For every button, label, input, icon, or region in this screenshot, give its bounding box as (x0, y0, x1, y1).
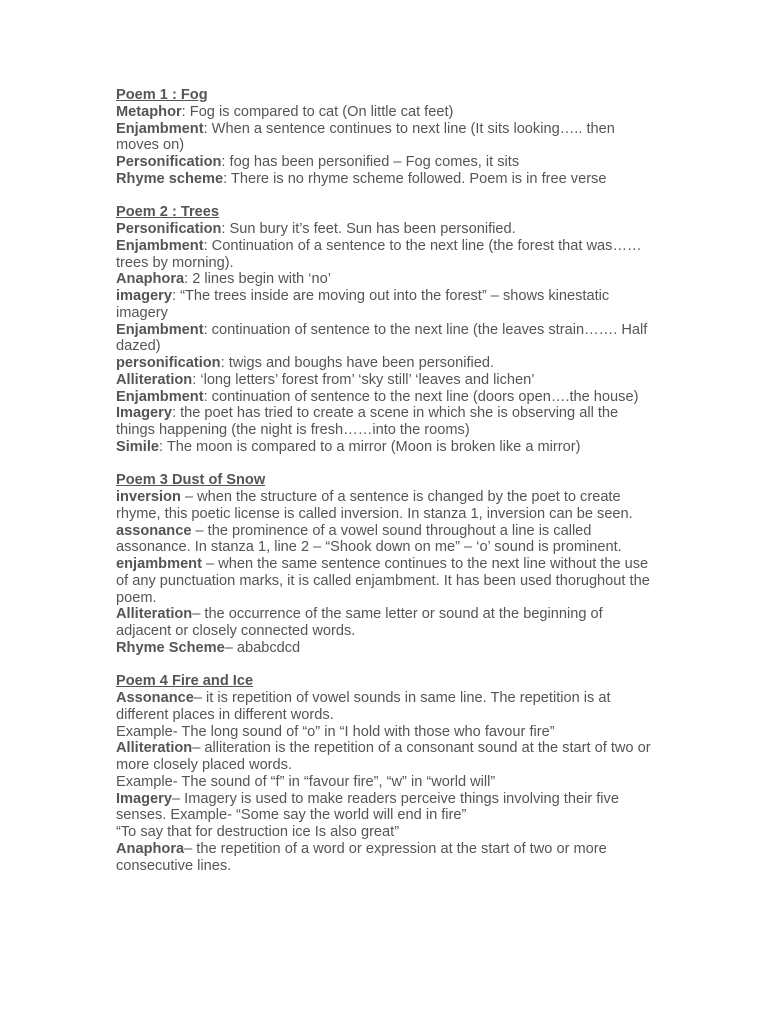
device-term: Alliteration (116, 371, 193, 388)
device-term: imagery (116, 288, 172, 304)
device-term: inversion (116, 489, 181, 505)
device-term: Alliteration (116, 606, 193, 623)
device-term: Personification (116, 154, 222, 170)
device-description: : ‘long letters’ forest from’ ‘sky still’ ‘leaves and lichen’ (192, 371, 535, 388)
device-entry (116, 271, 656, 288)
device-description: : Fog is compared to cat (On little cat feet) (181, 103, 454, 120)
device-term: Imagery (116, 790, 172, 807)
device-description: Example- The long sound of “o” in “I hold with those who favour fire” (116, 723, 555, 740)
device-term: Enjambment (116, 388, 204, 405)
device-description: : “The trees inside are moving out into the forest” – shows kinestatic imagery (116, 288, 610, 321)
device-term: Metaphor (116, 103, 182, 120)
device-description: – the prominence of a vowel sound throughout a line is called assonance. In stanza 1, line 2 – “Shook down on me” – ‘o’ sound is prominent. (116, 522, 622, 556)
device-entry (116, 154, 656, 171)
device-description: – the repetition of a word or expression at the start of two or more consecutive lines. (116, 840, 607, 874)
poem-title: Poem 2 : Trees (116, 204, 220, 221)
device-entry (116, 774, 656, 791)
document-body (116, 87, 656, 891)
device-description: – the occurrence of the same letter or sound at the beginning of adjacent or closely connected words. (116, 606, 603, 639)
poem-section (116, 87, 656, 188)
device-term: assonance (116, 522, 192, 539)
poem-section (116, 204, 656, 455)
device-entry (116, 238, 656, 272)
poem-title: Poem 4 Fire and Ice (116, 673, 254, 690)
device-entry (116, 405, 656, 439)
device-description: – ababcdcd (224, 639, 301, 656)
device-description: : Sun bury it’s feet. Sun has been personified. (221, 221, 516, 237)
device-description: – alliteration is the repetition of a consonant sound at the start of two or more closely placed words. (116, 740, 651, 773)
device-entry (116, 740, 656, 774)
device-term: Assonance (116, 690, 194, 706)
device-entry (116, 322, 656, 356)
device-term: Enjambment (116, 120, 204, 137)
device-entry (116, 724, 656, 741)
device-entry (116, 556, 656, 606)
device-term: Imagery (116, 405, 172, 422)
device-term: Rhyme Scheme (116, 639, 225, 656)
device-entry (116, 690, 656, 724)
device-entry (116, 489, 656, 523)
device-description: : fog has been personified – Fog comes, it sits (221, 154, 520, 170)
device-description: : When a sentence continues to next line (It sits looking….. then moves on) (116, 120, 615, 154)
device-term: personification (116, 355, 221, 371)
device-description: : 2 lines begin with ‘no’ (184, 271, 331, 288)
poem-title: Poem 3 Dust of Snow (116, 472, 266, 489)
device-entry (116, 355, 656, 372)
device-entry (116, 606, 656, 640)
device-term: enjambment (116, 556, 202, 572)
device-description: : Continuation of a sentence to the next line (the forest that was…… trees by morning). (116, 237, 642, 271)
device-description: – when the structure of a sentence is changed by the poet to create rhyme, this poetic license is called inversion. In stanza 1, inversion can be seen. (116, 489, 633, 522)
device-term: Enjambment (116, 321, 204, 338)
device-entry (116, 791, 656, 825)
device-description: Example- The sound of “f” in “favour fire”, “w” in “world will” (116, 773, 496, 790)
device-description: – it is repetition of vowel sounds in same line. The repetition is at different places in different words. (116, 690, 611, 723)
device-entry (116, 841, 656, 875)
device-entry (116, 372, 656, 389)
device-entry (116, 824, 656, 841)
device-term: Simile (116, 438, 159, 455)
device-description: : the poet has tried to create a scene in which she is observing all the things happening (the night is fresh……into the rooms) (116, 405, 619, 438)
device-entry (116, 523, 656, 557)
device-entry (116, 389, 656, 406)
poem-title: Poem 1 : Fog (116, 87, 208, 103)
device-description: : continuation of sentence to the next line (the leaves strain……. Half dazed) (116, 321, 648, 355)
device-term: Enjambment (116, 237, 204, 254)
device-term: Personification (116, 221, 222, 237)
device-entry (116, 640, 656, 657)
device-description: : twigs and boughs have been personified. (220, 355, 495, 371)
device-entry (116, 104, 656, 121)
device-term: Anaphora (116, 840, 185, 857)
device-entry (116, 171, 656, 188)
device-description: : continuation of sentence to the next line (doors open….the house) (203, 388, 639, 405)
device-term: Anaphora (116, 271, 185, 288)
device-entry (116, 221, 656, 238)
device-entry (116, 288, 656, 322)
device-description: – Imagery is used to make readers perceive things involving their five senses. Example- “Some say the world will end in fire” (116, 790, 619, 824)
device-term: Rhyme scheme (116, 170, 224, 187)
device-description: – when the same sentence continues to the next line without the use of any punctuation marks, it is called enjambment. It has been used thorughout the poem. (116, 556, 650, 606)
device-description: : There is no rhyme scheme followed. Poem is in free verse (223, 170, 607, 187)
device-description: : The moon is compared to a mirror (Moon is broken like a mirror) (159, 438, 581, 455)
device-description: “To say that for destruction ice Is also great” (116, 824, 400, 840)
poem-section (116, 673, 656, 874)
device-entry (116, 121, 656, 155)
device-entry (116, 439, 656, 456)
poem-section (116, 472, 656, 656)
device-term: Alliteration (116, 740, 193, 757)
